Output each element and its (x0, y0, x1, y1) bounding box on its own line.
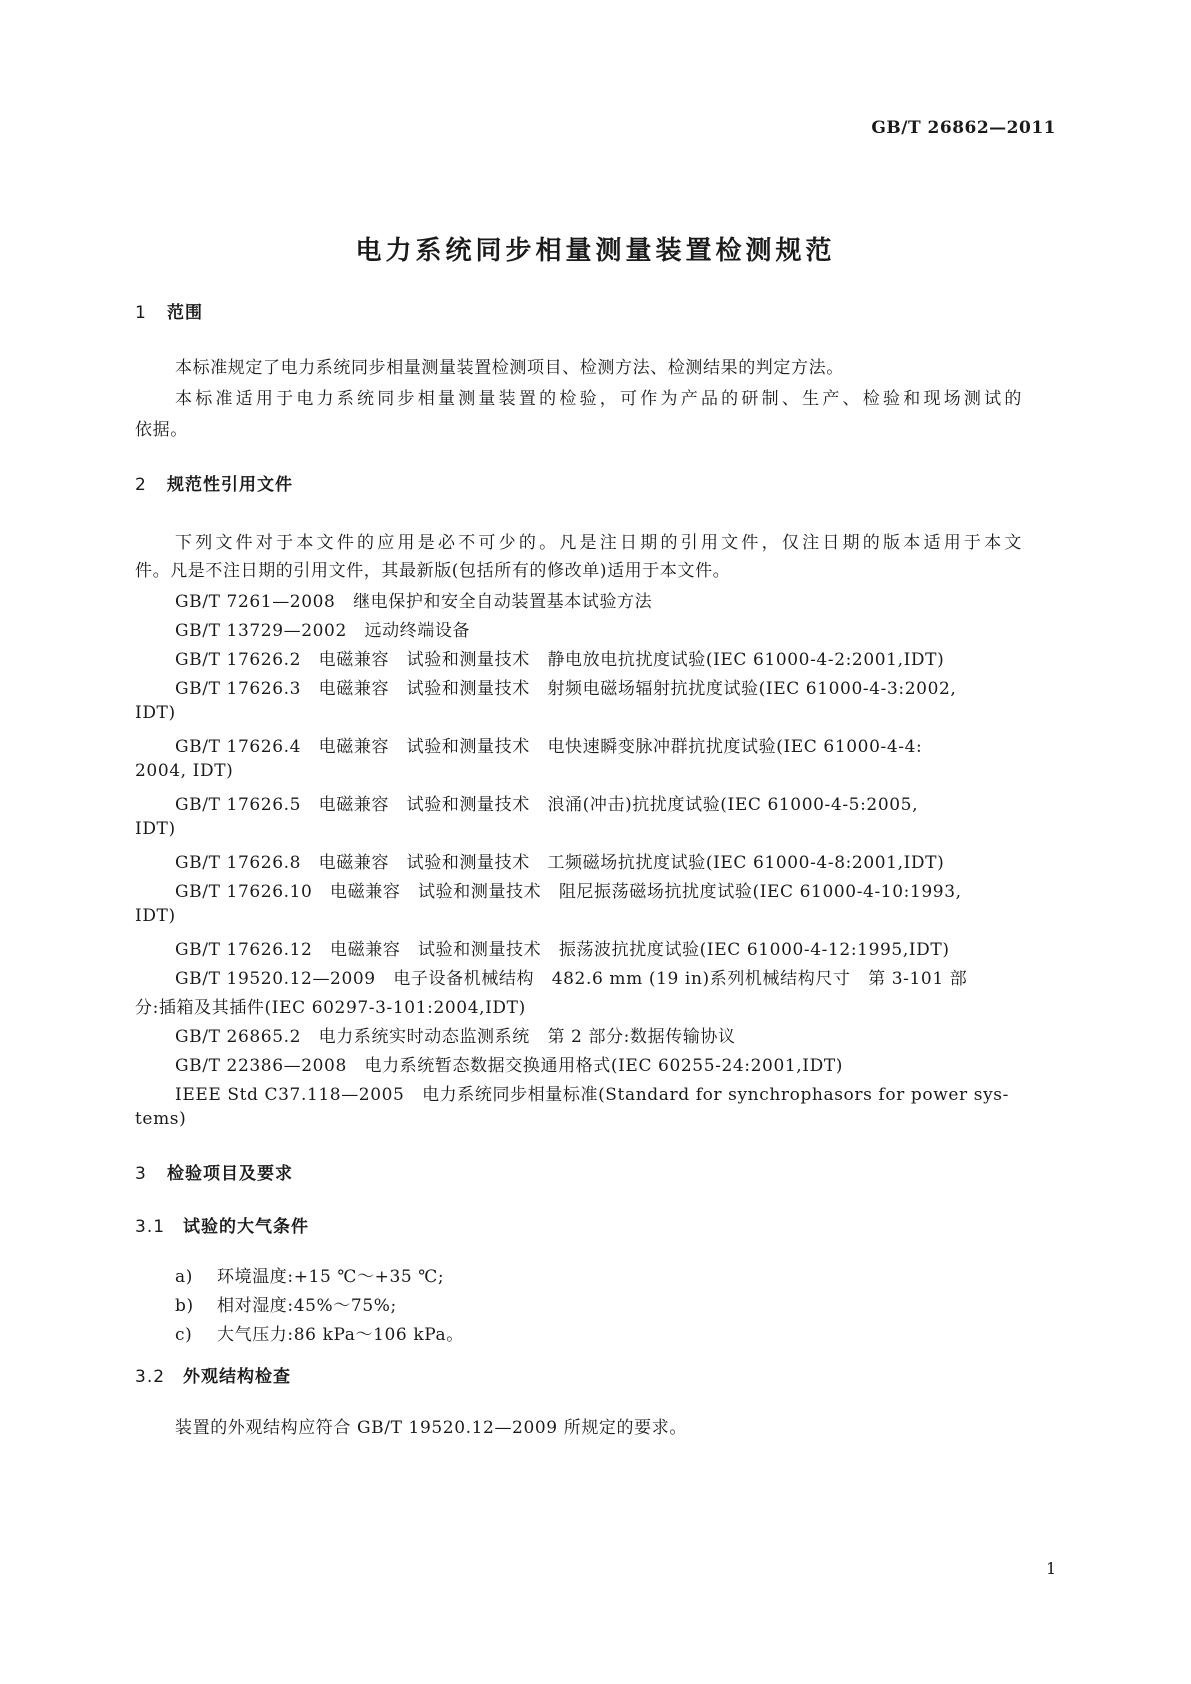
paragraph: 装置的外观结构应符合 GB/T 19520.12—2009 所规定的要求。 (175, 1418, 687, 1438)
reference-item: GB/T 17626.8 电磁兼容 试验和测量技术 工频磁场抗扰度试验(IEC 61000-4-8:2001,IDT) (175, 853, 945, 873)
page-title: 电力系统同步相量测量装置检测规范 (355, 236, 836, 266)
reference-item-continuation: IDT) (135, 703, 176, 723)
reference-item: GB/T 26865.2 电力系统实时动态监测系统 第 2 部分:数据传输协议 (175, 1027, 736, 1047)
list-item-text: 大气压力:86 kPa～106 kPa。 (217, 1325, 464, 1345)
reference-item: GB/T 17626.2 电磁兼容 试验和测量技术 静电放电抗扰度试验(IEC 61000-4-2:2001,IDT) (175, 650, 945, 670)
section-number: 3.1 (135, 1217, 166, 1237)
paragraph: 本标准规定了电力系统同步相量测量装置检测项目、检测方法、检测结果的判定方法。 (175, 358, 844, 378)
section-number: 1 (135, 303, 147, 323)
reference-item-continuation: IDT) (135, 906, 176, 926)
reference-item: GB/T 17626.5 电磁兼容 试验和测量技术 浪涌(冲击)抗扰度试验(IEC 61000-4-5:2005, (175, 795, 919, 815)
paragraph-continuation: 依据。 (135, 420, 188, 440)
standard-number: GB/T 26862—2011 (871, 118, 1056, 138)
section-3-heading (135, 1159, 293, 1184)
reference-item-continuation: IDT) (135, 819, 176, 839)
subsection-3-1-heading (135, 1212, 309, 1237)
list-item (175, 1262, 444, 1287)
section-number: 3.2 (135, 1367, 166, 1387)
section-2-heading (135, 470, 293, 495)
list-item-label: a) (175, 1267, 193, 1287)
list-item-label: c) (175, 1325, 193, 1345)
reference-item: GB/T 19520.12—2009 电子设备机械结构 482.6 mm (19 in)系列机械结构尺寸 第 3-101 部 (175, 969, 968, 989)
reference-item: GB/T 17626.12 电磁兼容 试验和测量技术 振荡波抗扰度试验(IEC 61000-4-12:1995,IDT) (175, 940, 950, 960)
reference-item: GB/T 7261—2008 继电保护和安全自动装置基本试验方法 (175, 592, 653, 612)
subsection-3-2-heading (135, 1362, 291, 1387)
section-title: 外观结构检查 (183, 1367, 291, 1387)
reference-item-continuation: tems) (135, 1109, 187, 1129)
list-item-label: b) (175, 1296, 194, 1316)
reference-item: GB/T 22386—2008 电力系统暂态数据交换通用格式(IEC 60255-24:2001,IDT) (175, 1056, 844, 1076)
section-title: 检验项目及要求 (167, 1164, 293, 1184)
paragraph-continuation: 件。凡是不注日期的引用文件，其最新版(包括所有的修改单)适用于本文件。 (135, 561, 731, 581)
section-title: 试验的大气条件 (183, 1217, 309, 1237)
section-title: 规范性引用文件 (167, 475, 293, 495)
section-number: 3 (135, 1164, 147, 1184)
reference-item-continuation: 2004, IDT) (135, 761, 234, 781)
reference-item: GB/T 17626.4 电磁兼容 试验和测量技术 电快速瞬变脉冲群抗扰度试验(IEC 61000-4-4: (175, 737, 923, 757)
paragraph: 本标准适用于电力系统同步相量测量装置的检验，可作为产品的研制、生产、检验和现场测试的 (175, 389, 1022, 409)
list-item-text: 相对湿度:45%～75%; (217, 1296, 397, 1316)
section-title: 范围 (167, 303, 203, 323)
paragraph: 下列文件对于本文件的应用是必不可少的。凡是注日期的引用文件，仅注日期的版本适用于本文 (175, 533, 1022, 553)
page-number: 1 (1046, 1559, 1057, 1578)
reference-item: GB/T 17626.10 电磁兼容 试验和测量技术 阻尼振荡磁场抗扰度试验(IEC 61000-4-10:1993, (175, 882, 962, 902)
list-item-text: 环境温度:+15 ℃～+35 ℃; (217, 1267, 445, 1287)
reference-item: GB/T 13729—2002 远动终端设备 (175, 621, 471, 641)
section-1-heading (135, 298, 203, 323)
list-item (175, 1320, 464, 1345)
reference-item-continuation: 分:插箱及其插件(IEC 60297-3-101:2004,IDT) (135, 998, 526, 1018)
reference-item: GB/T 17626.3 电磁兼容 试验和测量技术 射频电磁场辐射抗扰度试验(IEC 61000-4-3:2002, (175, 679, 957, 699)
list-item (175, 1291, 397, 1316)
section-number: 2 (135, 475, 147, 495)
reference-item: IEEE Std C37.118—2005 电力系统同步相量标准(Standard for synchrophasors for power sys- (175, 1085, 1009, 1105)
